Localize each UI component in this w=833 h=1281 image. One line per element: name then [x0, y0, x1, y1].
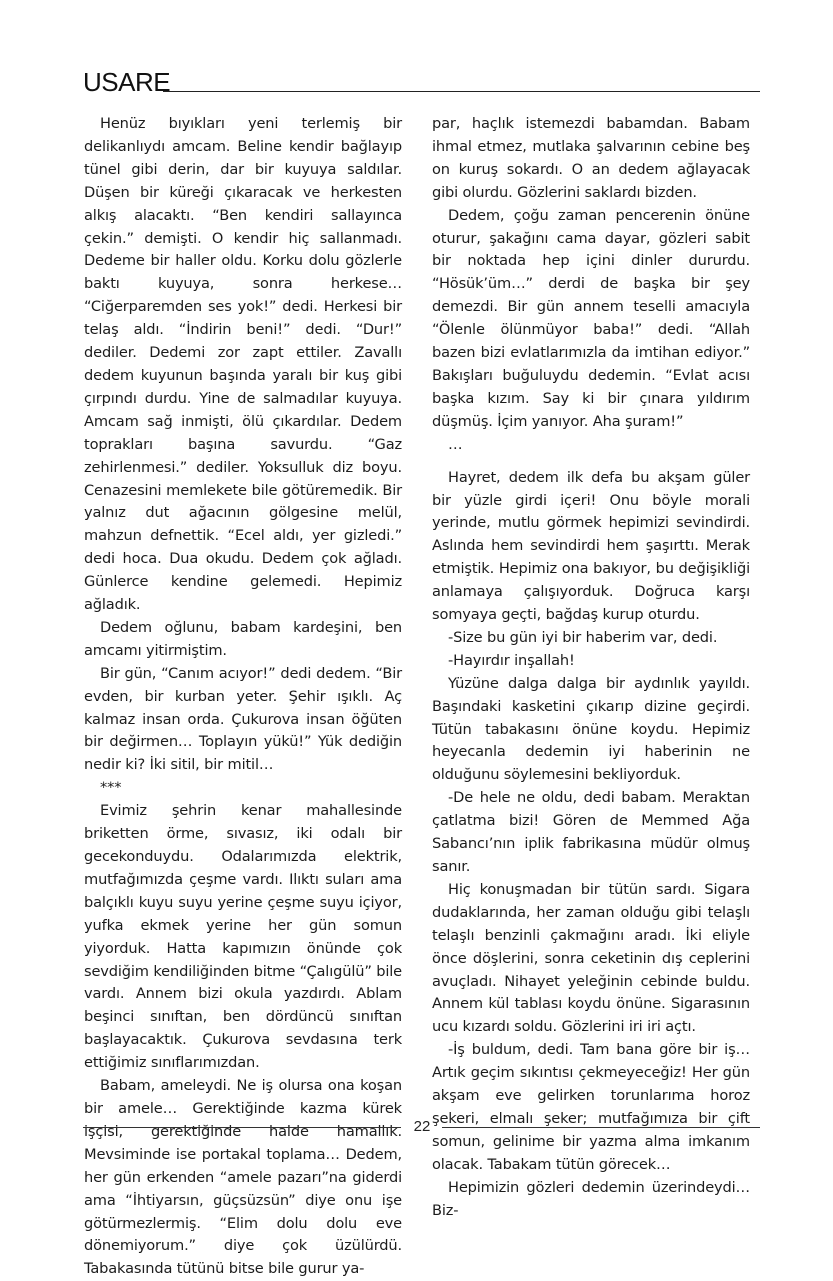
publication-title: USARE	[83, 67, 171, 97]
paragraph: -Size bu gün iyi bir haberim var, dedi.	[448, 628, 718, 646]
paragraph: Hiç konuşmadan bir tütün sardı. Sigara dudaklarında, her zaman olduğu gibi telaşlı telaşlı benzinli çakmağını aradı. İki eliyle önce döşlerini, sonra ceketinin dış ceplerini avuçladı. Nihayet yeleğinin cebinde buldu. Annem kül tablası koydu önüne. Sigarasının ucu kızardı soldu. Gözlerini iri iri açtı.	[432, 880, 750, 1036]
running-header	[83, 66, 760, 98]
paragraph: Evimiz şehrin kenar mahallesinde briketten örme, sıvasız, iki odalı bir gecekonduydu. Odalarımızda elektrik, mutfağımızda çeşme vardı. Ilıktı suları ama balçıklı kuyu suyu yerine çeşme suyu içiyor, yufka ekmek yerine her gün somun yiyorduk. Hatta kapımızın önünde çok sevdiğim kendiliğinden bitme “Çalıgülü” bile vardı. Annem bizi okula yazdırdı. Ablam beşinci sınıftan, ben dördüncü sınıftan başlayacaktık. Çukurova sevdasına terk ettiğimiz sınıflarımızdan.	[84, 802, 402, 1072]
footer-rule-right	[442, 1127, 760, 1128]
paragraph: par, haçlık istemezdi babamdan. Babam ihmal etmez, mutlaka şalvarının cebine beş on kuruş sokardı. O an dedem ağlayacak gibi olurdu. Gözlerini saklardı bizden.	[432, 115, 750, 201]
paragraph: Dedem oğlunu, babam kardeşini, ben amcamı yitirmiştim.	[84, 618, 402, 659]
left-column	[84, 113, 402, 1281]
paragraph: -İş buldum, dedi. Tam bana göre bir iş… Artık geçim sıkıntısı çekmeyeceğiz! Her gün akşam eve gelirken torunlarıma horoz şekeri, elmalı şeker; mutfağımıza bir çift somun, gelinime bir yazma alma imkanım olacak. Tabakam tütün görecek…	[432, 1041, 750, 1173]
paragraph: Bir gün, “Canım acıyor!” dedi dedem. “Bir evden, bir kurban yeter. Şehir ışıklı. Aç kalmaz insan orda. Çukurova insan öğüten bir değirmen… Toplayın yükü!” Yük dediğin nedir ki? İki sitil, bir mitil…	[84, 664, 402, 774]
header-rule	[163, 91, 760, 92]
paragraph: Dedem, çoğu zaman pencerenin önüne oturur, şakağını cama dayar, gözleri sabit bir noktada hep içini dinler dururdu. “Hösük’üm…” derdi de başka bir şey demezdi. Bir gün annem teselli amacıyla “Ölenle ölünmüyor baba!” dedi. “Allah bazen bizi evlatlarımızla da imtihan ediyor.” Bakışları buğuluydu dedemin. “Evlat acısı başka kızım. Say ki bir çınara yıldırım düşmüş. İçim yanıyor. Aha şuram!”	[432, 206, 750, 430]
paragraph: -Hayırdır inşallah!	[448, 651, 575, 669]
section-separator: …	[448, 435, 463, 453]
page-number: 22	[413, 1118, 431, 1135]
paragraph: Babam, ameleydi. Ne iş olursa ona koşan bir amele… Gerektiğinde kazma kürek işçisi, gerektiğinde halde hamallık. Mevsiminde ise portakal toplama… Dedem, her gün erkenden “amele pazarı”na giderdi ama “İhtiyarsın, güçsüzsün” diye onu işe götürmezlermiş. “Elim dolu dolu eve dönemiyorum.” diye çok üzülürdü. Tabakasında tütünü bitse bile gurur ya-	[84, 1077, 402, 1278]
paragraph: Hayret, dedem ilk defa bu akşam güler bir yüzle girdi içeri! Onu böyle morali yerinde, mutlu görmek hepimizi sevindirdi. Aslında hem sevindirdi hem şaşırttı. Merak etmiştik. Hepimiz ona bakıyor, bu değişikliği anlamaya çalışıyorduk. Doğruca karşı somyaya geçti, bağdaş kurup oturdu.	[432, 468, 750, 624]
paragraph: -De hele ne oldu, dedi babam. Meraktan çatlatma bizi! Gören de Memmed Ağa Sabancı’nın iplik fabrikasına müdür olmuş sanır.	[432, 789, 750, 875]
footer-rule-left	[83, 1127, 401, 1128]
paragraph: Henüz bıyıkları yeni terlemiş bir delikanlıydı amcam. Beline kendir bağlayıp tünel gibi derin, dar bir kuyuya saldılar. Düşen bir küreği çıkaracak ve herkesten alkış alacaktı. “Ben kendiri sallayınca çekin.” demişti. O kendir hiç sallanmadı. Dedeme bir haller oldu. Korku dolu gözlerle baktı kuyuya, sonra herkese… “Ciğerparemden ses yok!” dedi. Herkesi bir telaş aldı. “İndirin beni!” dedi. “Dur!” dediler. Dedemi zor zapt ettiler. Zavallı dedem kuyunun başında yaralı bir kuş gibi çırpındı durdu. Yine de salmadılar kuyuya. Amcam sağ inmişti, ölü çıkardılar. Dedem toprakları başına savurdu. “Gaz zehirlenmesi.” dediler. Yoksulluk diz boyu. Cenazesini memlekete bile götüremedik. Bir yalnız dut ağacının gölgesine melül, mahzun defnettik. “Ecel aldı, yer gizledi.” dedi hoca. Dua okudu. Dedem çok ağladı. Günlerce kendine gelemedi. Hepimiz ağladık.	[84, 115, 402, 614]
right-column	[432, 113, 750, 1223]
paragraph: Hepimizin gözleri dedemin üzerindeydi… Biz-	[432, 1178, 750, 1219]
page-footer	[83, 1117, 760, 1137]
section-separator: ***	[100, 779, 122, 797]
paragraph: Yüzüne dalga dalga bir aydınlık yayıldı. Başındaki kasketini çıkarıp dizine geçirdi. Tütün tabakasını önüne koydu. Hepimiz heyecanla dedemin iyi haberinin ne olduğunu söylemesini bekliyorduk.	[432, 674, 750, 784]
